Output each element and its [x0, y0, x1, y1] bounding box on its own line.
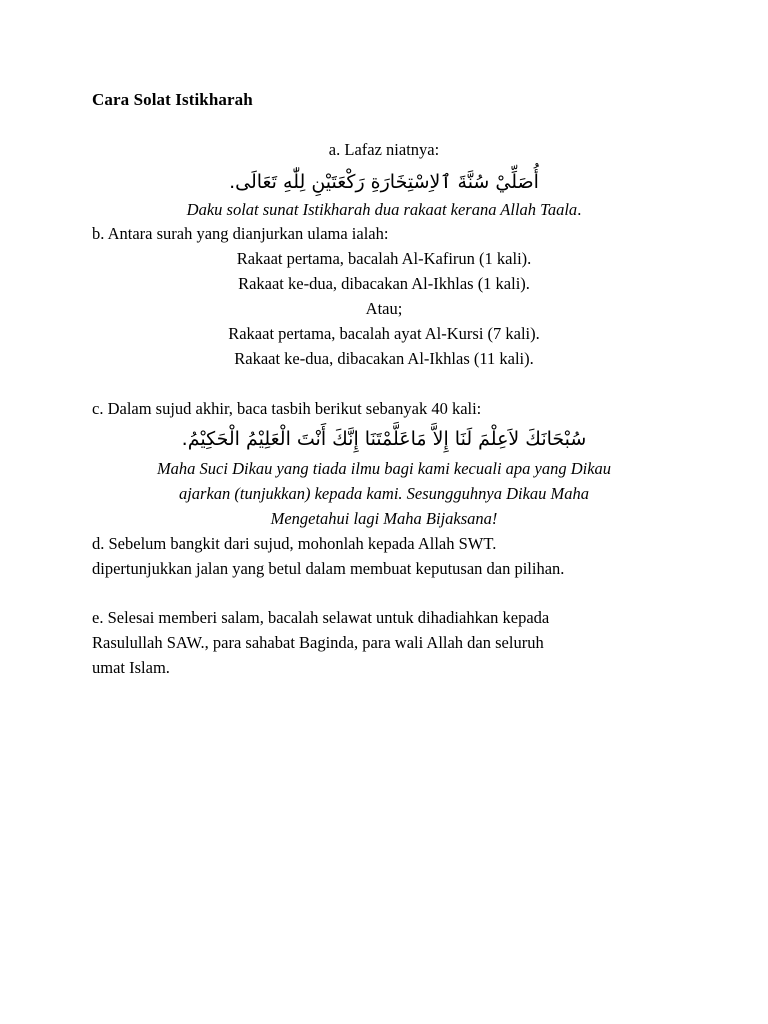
section-b-line: Rakaat pertama, bacalah Al-Kafirun (1 kali). — [236, 249, 532, 268]
section-b-line: Atau; — [365, 299, 403, 318]
section-b-line: Rakaat ke-dua, dibacakan Al-Ikhlas (11 kali). — [234, 349, 534, 368]
section-a-arabic-niat: أُصَلِّيْ سُنَّةَ ٱلاِسْتِخَارَةِ رَكْعَتَيْنِ لِلّٰهِ تَعَالَى. — [229, 171, 539, 193]
section-a-translation-period: . — [577, 200, 582, 219]
section-b-heading: b. Antara surah yang dianjurkan ulama ialah: — [92, 224, 389, 243]
section-d-line: d. Sebelum bangkit dari sujud, mohonlah kepada Allah SWT. — [92, 534, 497, 553]
section-c-translation-line: Maha Suci Dikau yang tiada ilmu bagi kami kecuali apa yang Dikau — [156, 459, 612, 478]
section-e-line: Rasulullah SAW., para sahabat Baginda, para wali Allah dan seluruh — [92, 633, 544, 652]
page-title: Cara Solat Istikharah — [92, 90, 253, 109]
section-b-line: Rakaat pertama, bacalah ayat Al-Kursi (7 kali). — [228, 324, 540, 343]
section-a-translation — [92, 198, 676, 222]
section-b-line: Rakaat ke-dua, dibacakan Al-Ikhlas (1 kali). — [238, 274, 530, 293]
section-e-line: umat Islam. — [92, 658, 170, 677]
section-c-heading: c. Dalam sujud akhir, baca tasbih berikut sebanyak 40 kali: — [92, 399, 482, 418]
section-c-translation-line: Mengetahui lagi Maha Bijaksana! — [270, 509, 498, 528]
section-c-arabic-tasbih: سُبْحَانَكَ لاَعِلْمَ لَنَا إِلاَّ مَاعَلَّمْتَنَا إِنَّكَ أَنْتَ الْعَلِيْمُ الْحَكِيْمُ. — [181, 428, 587, 450]
section-c-translation-line: ajarkan (tunjukkan) kepada kami. Sesungguhnya Dikau Maha — [178, 484, 590, 503]
section-e-line: e. Selesai memberi salam, bacalah selawat untuk dihadiahkan kepada — [92, 608, 550, 627]
section-a-heading: a. Lafaz niatnya: — [328, 140, 440, 159]
section-a-translation-text: Daku solat sunat Istikharah dua rakaat kerana Allah Taala — [186, 200, 578, 219]
section-d-line: dipertunjukkan jalan yang betul dalam membuat keputusan dan pilihan. — [92, 559, 565, 578]
